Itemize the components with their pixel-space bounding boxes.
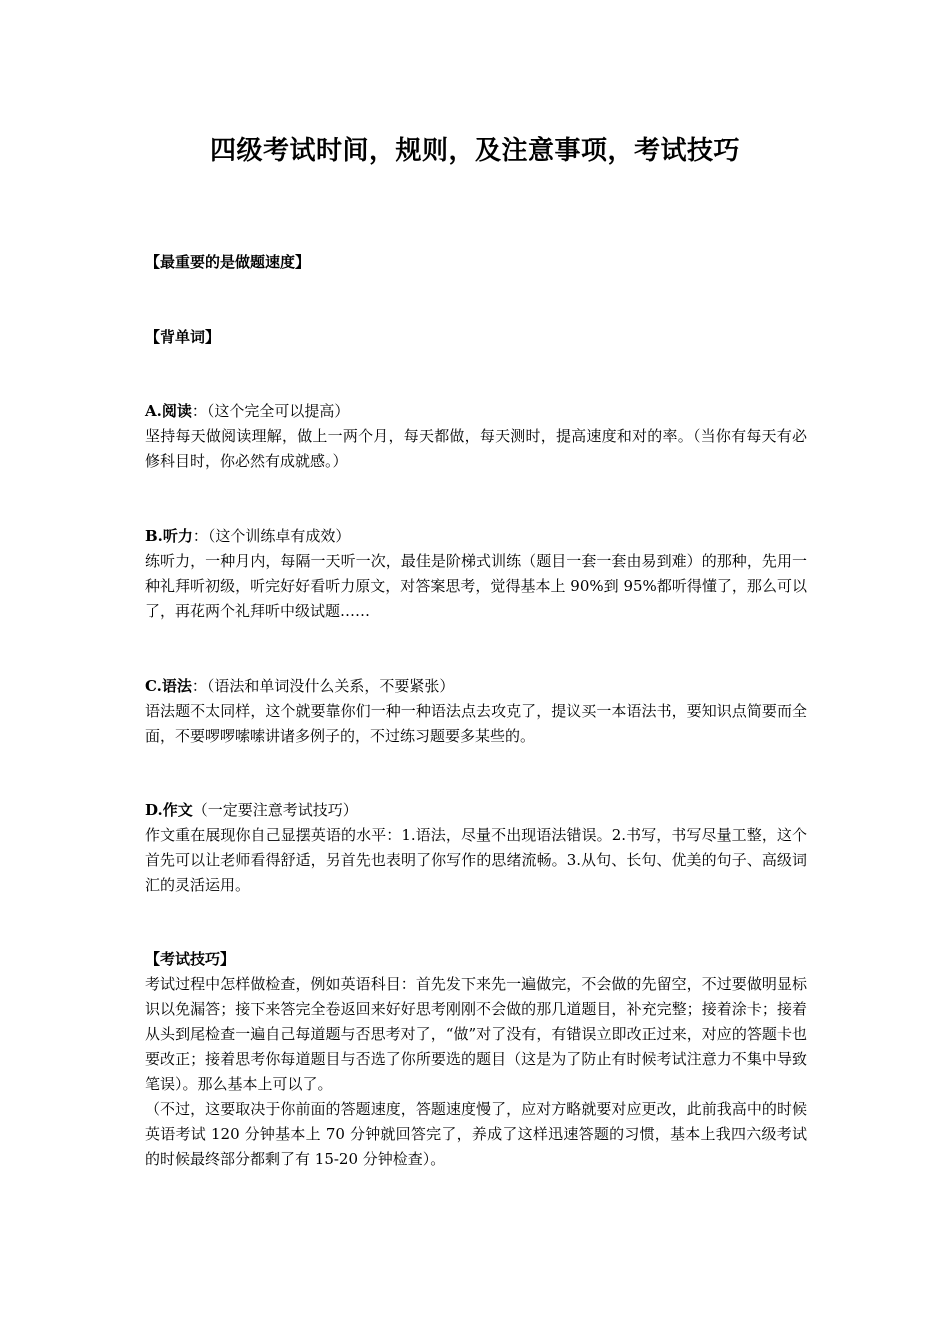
section-listening-label: B.听力 <box>145 527 193 545</box>
section-writing-note: （一定要注意考试技巧） <box>192 801 358 819</box>
section-reading-title <box>145 399 807 424</box>
heading-speed: 【最重要的是做题速度】 <box>145 253 311 271</box>
section-reading-note: ：（这个完全可以提高） <box>191 402 350 420</box>
section-tips-body-1: 考试过程中怎样做检查，例如英语科目：首先发下来先一遍做完，不会做的先留空，不过要做明显标识以免漏答；接下来答完全卷返回来好好思考刚刚不会做的那几道题目，补充完整；接着涂卡；接着从头到尾检查一遍自己每道题与否思考对了，“做”对了没有，有错误立即改正过来，对应的答题卡也要改正；接着思考你每道题目与否选了你所要选的题目（这是为了防止有时候考试注意力不集中导致笔误）。那么基本上可以了。 <box>145 975 807 1093</box>
section-listening-body: 练听力，一种月内，每隔一天听一次，最佳是阶梯式训练（题目一套一套由易到难）的那种，先用一种礼拜听初级，听完好好看听力原文，对答案思考，觉得基本上 90%到 95%都听得懂了，那么可以了，再花两个礼拜听中级试题…… <box>145 552 807 620</box>
heading-words: 【背单词】 <box>145 328 221 346</box>
section-grammar-label: C.语法 <box>145 677 192 695</box>
section-tips-heading: 【考试技巧】 <box>145 950 236 968</box>
section-grammar <box>145 674 807 749</box>
section-writing <box>145 798 807 898</box>
section-listening-title <box>145 524 807 549</box>
section-reading-label: A.阅读 <box>145 402 192 420</box>
section-listening <box>145 524 807 624</box>
section-writing-body: 作文重在展现你自己显摆英语的水平：1.语法，尽量不出现语法错误。2.书写，书写尽量工整，这个首先可以让老师看得舒适，另首先也表明了你写作的思绪流畅。3.从句、长句、优美的句子、高级词汇的灵活运用。 <box>145 826 807 894</box>
document-title: 四级考试时间，规则，及注意事项，考试技巧 <box>209 136 740 166</box>
section-tips <box>145 947 807 1172</box>
section-reading-body: 坚持每天做阅读理解，做上一两个月，每天都做，每天测时，提高速度和对的率。（当你有每天有必修科目时，你必然有成就感。） <box>145 427 807 470</box>
section-writing-label: D.作文 <box>145 801 193 819</box>
section-listening-note: ：（这个训练卓有成效） <box>192 527 351 545</box>
section-tips-body-2: （不过，这要取决于你前面的答题速度，答题速度慢了，应对方略就要对应更改，此前我高中的时候英语考试 120 分钟基本上 70 分钟就回答完了，养成了这样迅速答题的习惯，基本上我四六级考试的时候最终部分都剩了有 15-20 分钟检查）。 <box>145 1100 807 1168</box>
section-reading <box>145 399 807 474</box>
section-writing-title <box>145 798 807 823</box>
section-grammar-title <box>145 674 807 699</box>
section-grammar-body: 语法题不太同样，这个就要靠你们一种一种语法点去攻克了，提议买一本语法书，要知识点简要而全面，不要啰啰嗦嗦讲诸多例子的，不过练习题要多某些的。 <box>145 702 807 745</box>
section-grammar-note: ：（语法和单词没什么关系，不要紧张） <box>191 677 455 695</box>
